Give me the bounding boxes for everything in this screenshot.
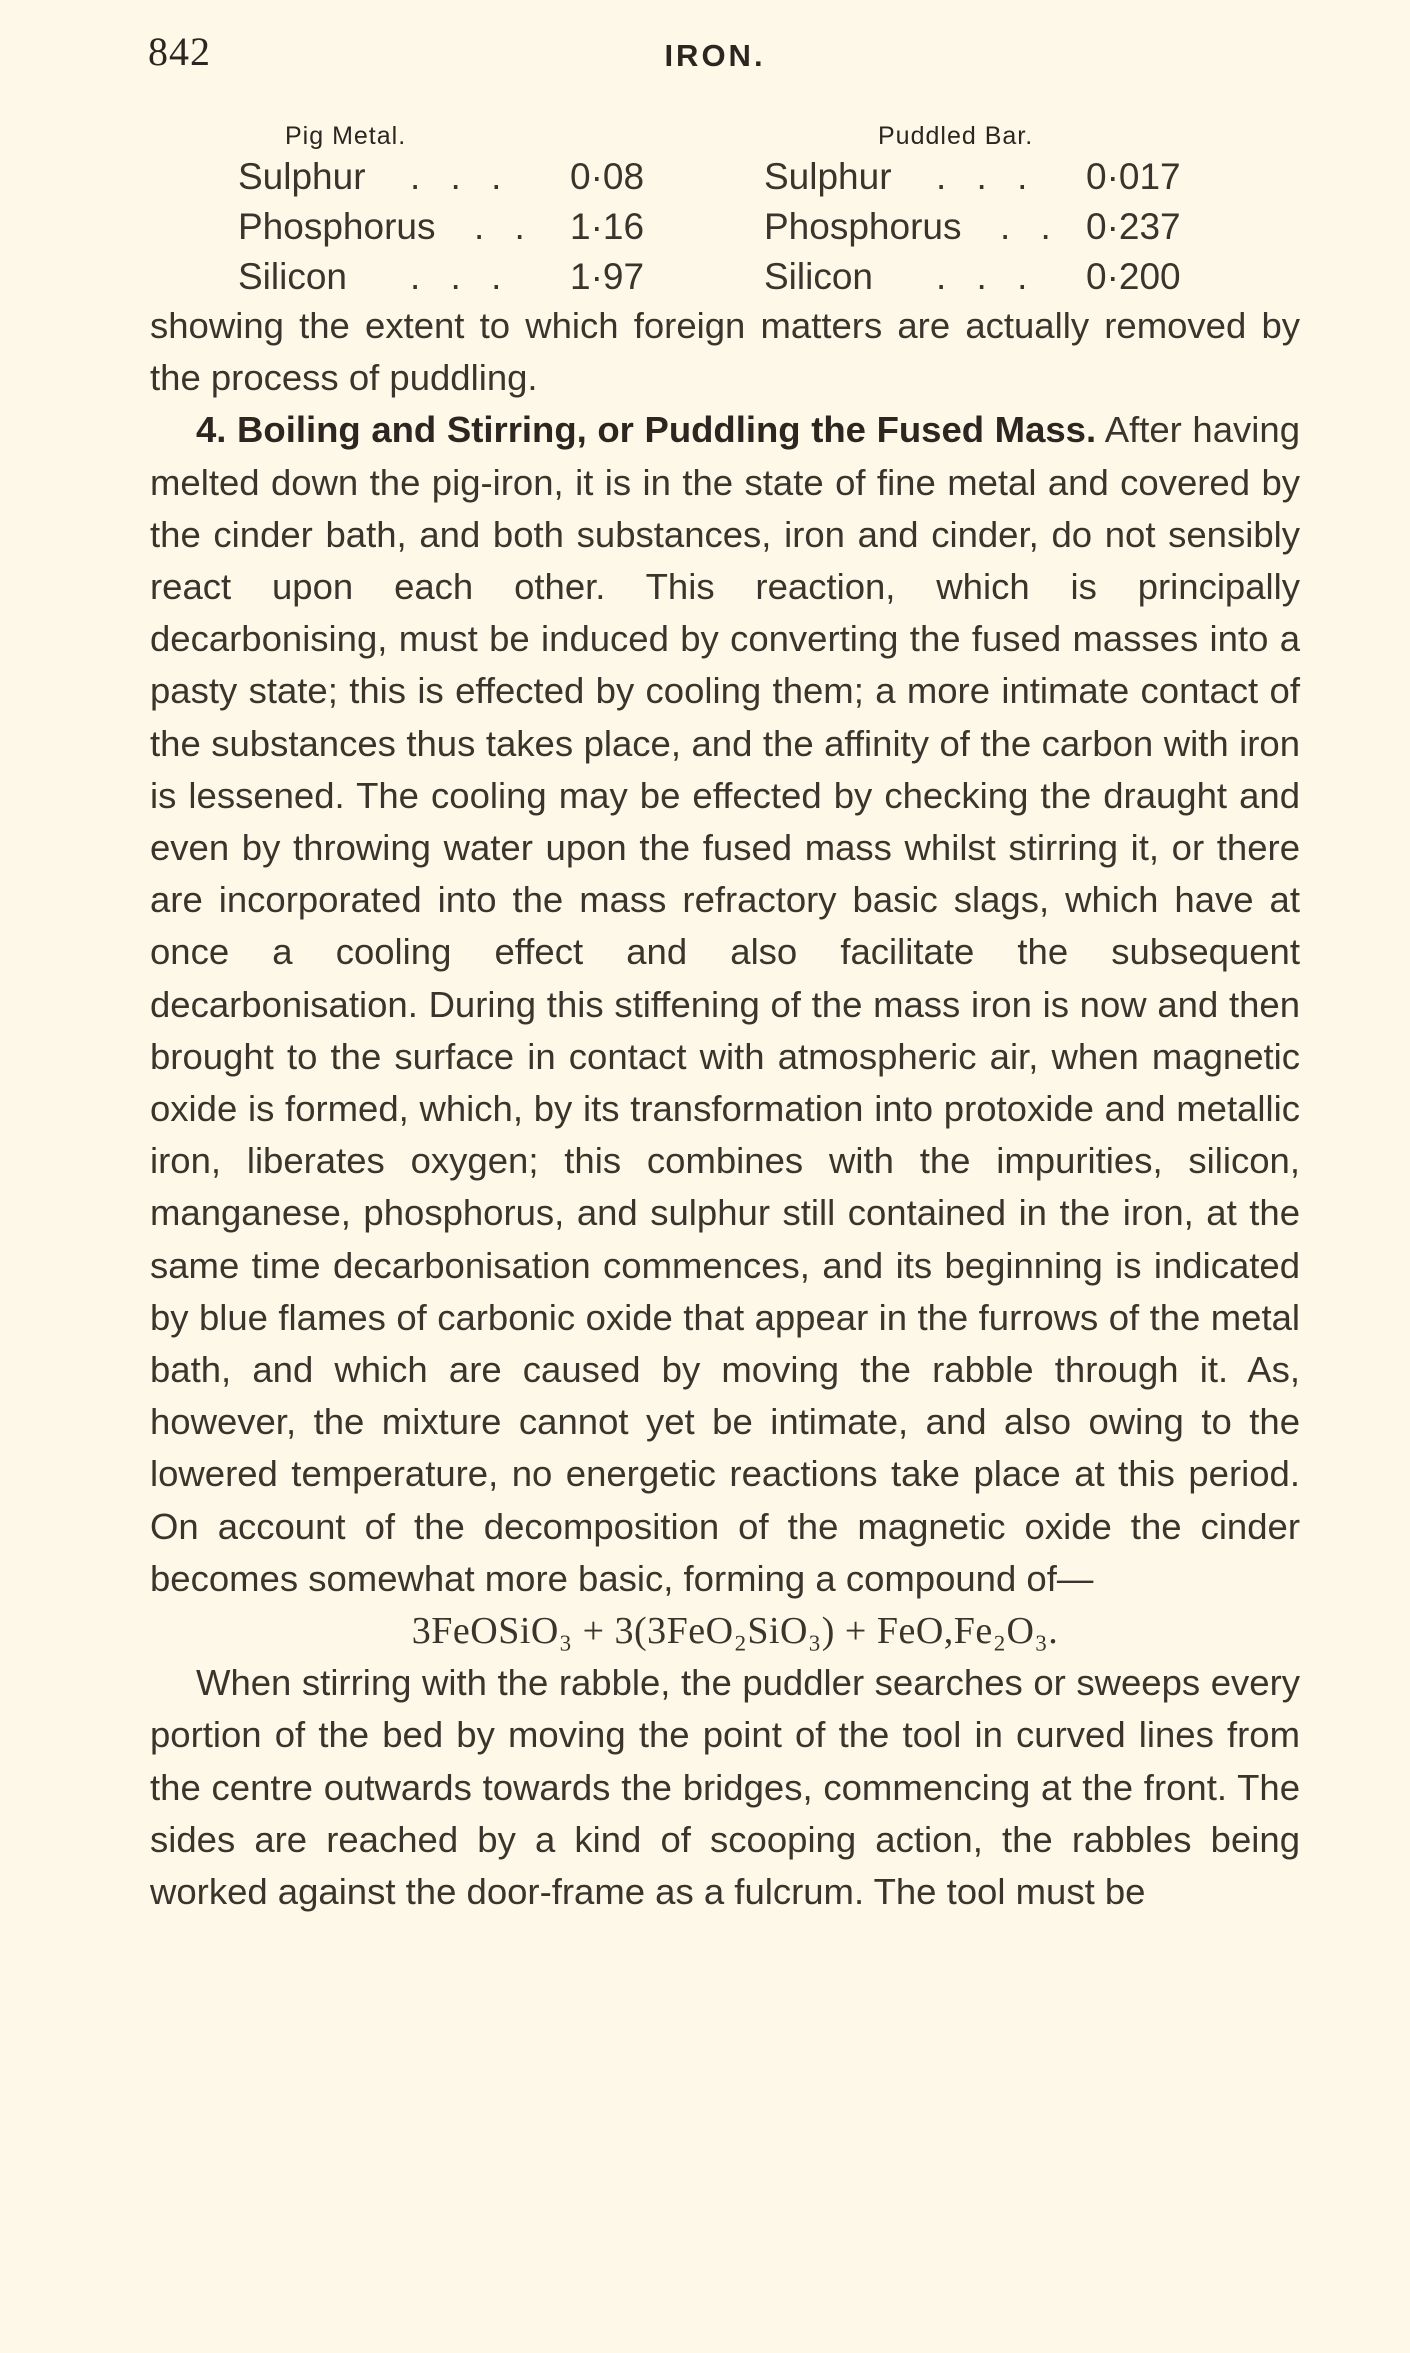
table-row xyxy=(764,202,1181,252)
leader-dots: . . xyxy=(474,206,535,247)
element-name: Silicon xyxy=(764,256,873,297)
element-name: Sulphur xyxy=(238,156,366,197)
paragraph: showing the extent to which foreign matters are actually removed by the process of puddling. xyxy=(150,305,1300,399)
page-number: 842 xyxy=(148,29,211,74)
element-value: 1·16 xyxy=(570,206,645,247)
element-value: 0·08 xyxy=(570,156,645,197)
element-name: Phosphorus xyxy=(764,206,962,247)
element-name: Sulphur xyxy=(764,156,892,197)
body-text xyxy=(150,300,1300,1918)
chemical-formula: 3FeOSiO₃ + 3(3FeO₂SiO₃) + FeO,Fe₂O₃. xyxy=(411,1610,1059,1653)
element-value: 0·017 xyxy=(1086,156,1181,197)
table-row xyxy=(238,252,644,302)
element-value: 0·237 xyxy=(1086,206,1181,247)
section-paragraph xyxy=(150,404,1300,1605)
leader-dots: . . . xyxy=(936,256,1038,297)
leader-dots: . . xyxy=(1000,206,1061,247)
leader-dots: . . . xyxy=(410,256,512,297)
leader-dots: . . . xyxy=(936,156,1038,197)
puddled-bar-heading: Puddled Bar. xyxy=(878,122,1034,150)
element-value: 1·97 xyxy=(570,256,645,297)
table-row xyxy=(238,152,644,202)
leader-dots: . . . xyxy=(410,156,512,197)
element-name: Silicon xyxy=(238,256,347,297)
section-heading: 4. Boiling and Stirring, or Puddling the Fused Mass. xyxy=(196,409,1097,451)
table-row xyxy=(764,252,1181,302)
element-value: 0·200 xyxy=(1086,256,1181,297)
running-head: IRON. xyxy=(664,38,766,73)
paragraph: When stirring with the rabble, the puddler searches or sweeps every portion of the bed by moving the point of the tool in curved lines from the centre outwards towards the bridges, commencing at the front. The sides are reached by a kind of scooping action, the rabbles being worked against the door-frame as a fulcrum. The tool must be xyxy=(150,1662,1300,1913)
table-row xyxy=(764,152,1181,202)
table-row xyxy=(238,202,644,252)
element-name: Phosphorus xyxy=(238,206,436,247)
paragraph: After having melted down the pig-iron, it is in the state of fine metal and covered by the cinder bath, and both substances, iron and cinder, do not sensibly react upon each other. This reaction, which is principally decarbonising, must be induced by converting the fused masses into a pasty state; this is effected by cooling them; a more intimate contact of the substances thus takes place, and the affinity of the carbon with iron is lessened. The cooling may be effected by checking the draught and even by throwing water upon the fused mass whilst stirring it, or there are incorporated into the mass refractory basic slags, which have at once a cooling effect and also facilitate the subsequent decarbonisation. During this stiffening of the mass iron is now and then brought to the surface in contact with atmospheric air, when magnetic oxide is formed, which, by its transformation into protoxide and metallic iron, liberates oxygen; this combines with the impurities, silicon, manganese, phosphorus, and sulphur still contained in the iron, at the same time decarbonisation commences, and its beginning is indicated by blue flames of carbonic oxide that appear in the furrows of the metal bath, and which are caused by moving the rabble through it. As, however, the mixture cannot yet be intimate, and also owing to the lowered temperature, no energetic reactions take place at this period. On account of the decomposition of the magnetic oxide the cinder becomes somewhat more basic, forming a compound of— xyxy=(150,409,1300,1599)
pig-metal-heading: Pig Metal. xyxy=(285,122,407,150)
